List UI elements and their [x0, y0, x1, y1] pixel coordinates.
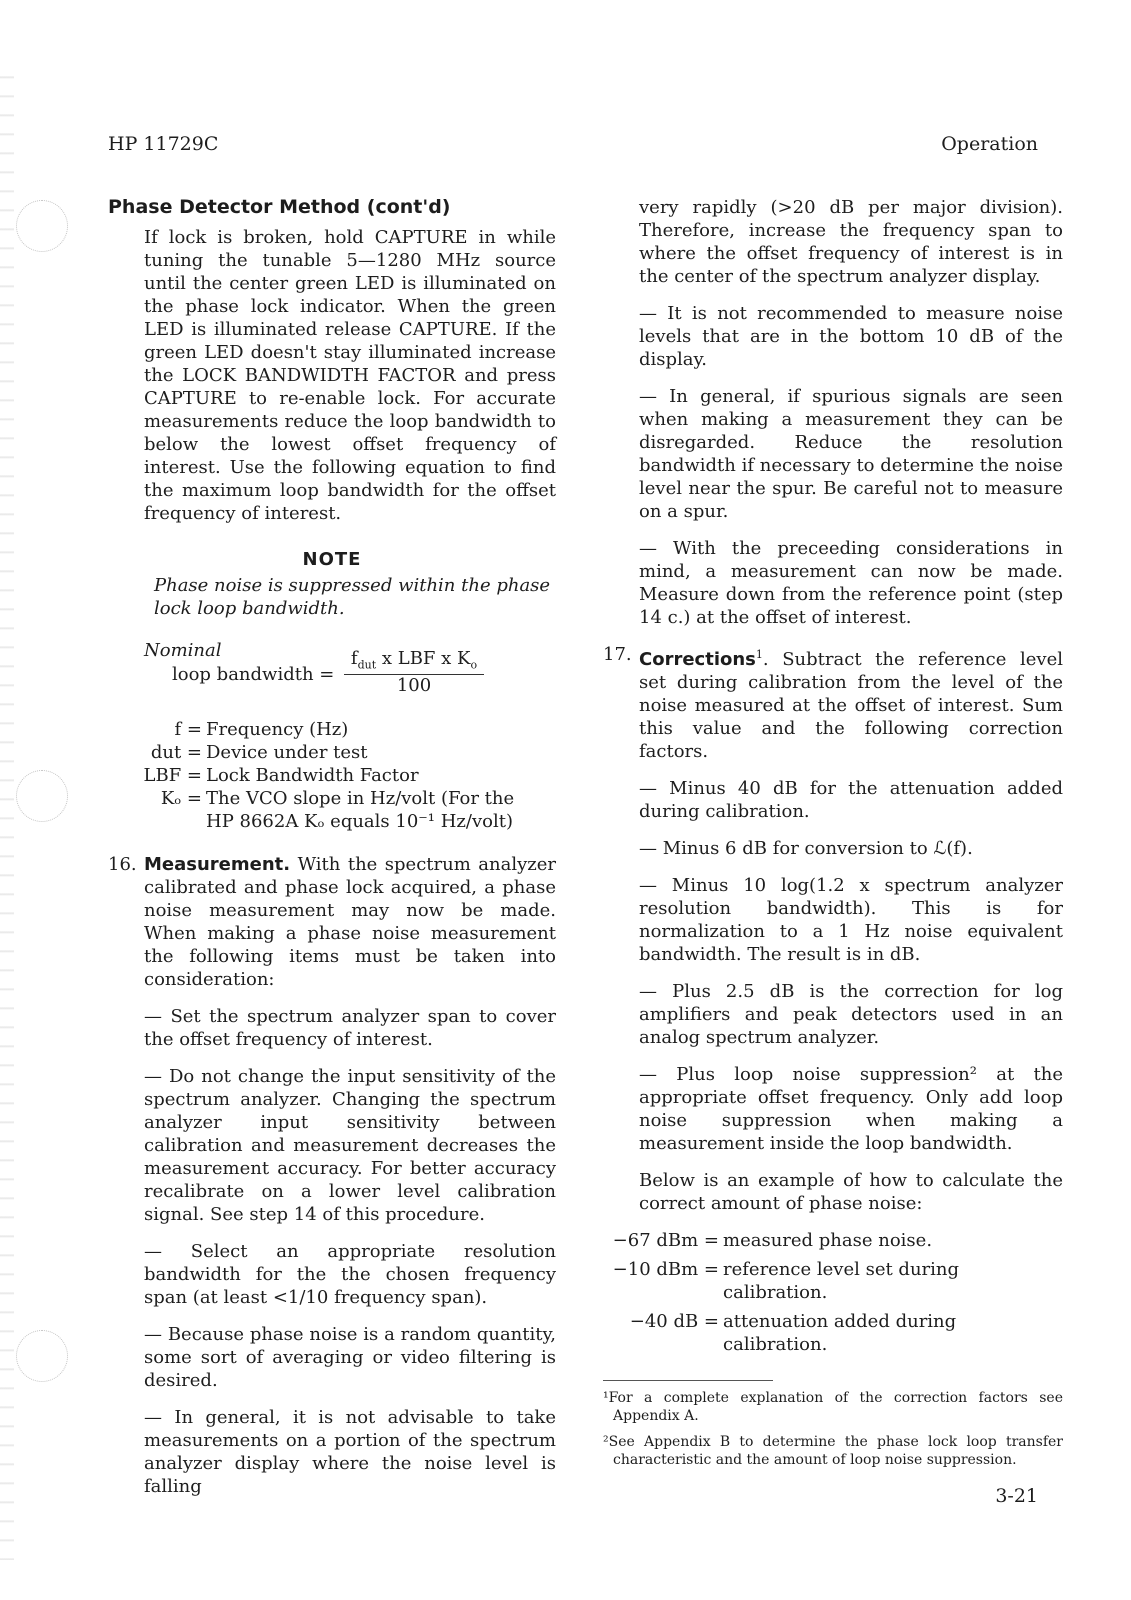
definition-row: f = Frequency (Hz) [174, 719, 349, 740]
footnote-ref: 1 [755, 648, 763, 661]
right-column [603, 196, 1063, 1477]
consideration-item: — In general, if spurious signals are seen when making a measurement they can be disregarded. Reduce the resolution bandwidth if necessary to determine the noise level near the spur. Be careful not to measure on a spur. [639, 386, 1063, 522]
header-section: Operation [941, 133, 1038, 155]
consideration-item: — It is not recommended to measure noise levels that are in the bottom 10 dB of the display. [639, 303, 1063, 370]
correction-item: — Minus 10 log(1.2 x spectrum analyzer resolution bandwidth). This is for normalization to a 1 Hz noise equivalent bandwidth. The result is in dB. [639, 875, 1063, 965]
intro-paragraph: If lock is broken, hold CAPTURE in while tuning the tunable 5—1280 MHz source until the center green LED is illuminated on the phase lock indicator. When the green LED is illuminated release CAPTURE. If the green LED doesn't stay illuminated increase the LOCK BANDWIDTH FACTOR and press CAPTURE to re-enable lock. For accurate measurements reduce the loop bandwidth to below the lowest offset frequency of interest. Use the following equation to find the maximum loop bandwidth for the offset frequency of interest. [144, 227, 556, 524]
definition-row: dut = Device under test [150, 742, 368, 763]
correction-item: — Minus 40 dB for the attenuation added during calibration. [639, 778, 1063, 822]
punch-hole [16, 1330, 68, 1382]
correction-item: — Minus 6 dB for conversion to ℒ(f). [639, 838, 973, 859]
footnote-rule [603, 1380, 773, 1381]
equation-nominal: Nominal [144, 640, 222, 661]
consideration-item: — Do not change the input sensitivity of the spectrum analyzer. Changing the spectrum analyzer input sensitivity between calibration and measurement decreases the measurement accuracy. For better accuracy recalibrate on a lower level calibration signal. See step 14 of this procedure. [144, 1066, 556, 1225]
left-column [108, 196, 556, 1512]
step-16 [108, 853, 556, 991]
definitions-list [108, 718, 556, 833]
section-title: Phase Detector Method (cont'd) [108, 196, 451, 218]
step-number: 17. [603, 644, 632, 665]
consideration-item: — Because phase noise is a random quantity, some sort of averaging or video filtering is desired. [144, 1324, 556, 1391]
definition-row: HP 8662A Kₒ equals 10⁻¹ Hz/volt) [206, 811, 513, 832]
step-body [144, 853, 556, 991]
footnote: ²See Appendix B to determine the phase lock loop transfer characteristic and the amount of loop noise suppression. [603, 1434, 1063, 1468]
calc-row: −67 dBm = measured phase noise. [612, 1230, 933, 1251]
step-title: Corrections [639, 649, 756, 670]
definition-row: LBF = Lock Bandwidth Factor [143, 765, 419, 786]
step-title: Measurement. [144, 854, 291, 875]
correction-item: — Plus 2.5 dB is the correction for log amplifiers and peak detectors used in an analog spectrum analyzer. [639, 981, 1063, 1048]
equation-numerator: $f_{dut}$ x LBF x $K_o$ [344, 648, 484, 675]
equation-fraction [344, 648, 484, 696]
correction-item: — Plus loop noise suppression² at the appropriate offset frequency. Only add loop noise suppression when making a measurement inside the loop bandwidth. [639, 1064, 1063, 1154]
footnote: ¹For a complete explanation of the correction factors see Appendix A. [603, 1390, 1063, 1424]
punch-hole [16, 200, 68, 252]
bandwidth-equation [144, 640, 556, 710]
example-intro: Below is an example of how to calculate the correct amount of phase noise: [639, 1170, 1063, 1214]
step-body [639, 643, 1063, 763]
step-number: 16. [108, 854, 137, 875]
note-text: Phase noise is suppressed within the phase lock loop bandwidth. [154, 575, 551, 619]
consideration-item: — Set the spectrum analyzer span to cover the offset frequency of interest. [144, 1006, 556, 1050]
page-number: 3-21 [995, 1485, 1038, 1507]
definition-row: Kₒ = The VCO slope in Hz/volt (For the [160, 788, 515, 809]
note-title: NOTE [302, 549, 362, 570]
punch-hole [16, 770, 68, 822]
example-calculation [603, 1229, 1063, 1356]
consideration-item: — Select an appropriate resolution bandwidth for the the chosen frequency span (at least <1/10 frequency span). [144, 1241, 556, 1308]
consideration-item: — In general, it is not advisable to take measurements on a portion of the spectrum analyzer display where the noise level is falling [144, 1407, 556, 1497]
consideration-item: very rapidly (>20 dB per major division). Therefore, increase the frequency span to where the offset frequency of interest is in the center of the spectrum analyzer display. [639, 197, 1063, 287]
equation-denominator: 100 [396, 674, 432, 696]
equation-lhs: loop bandwidth = [172, 664, 335, 685]
calc-row: −40 dB = attenuation added during calibration. [629, 1311, 957, 1355]
step-17 [603, 643, 1063, 763]
step-text: . Subtract the reference level set during calibration from the level of the noise measured at the offset of interest. Sum this value and the following correction factors. [639, 649, 1063, 762]
step-text: With the spectrum analyzer calibrated and phase lock acquired, a phase noise measurement may now be made. When making a phase noise measurement the following items must be taken into consideration: [144, 854, 556, 990]
header-model: HP 11729C [108, 133, 219, 155]
binder-edge [0, 60, 14, 1560]
consideration-item: — With the preceeding considerations in mind, a measurement can now be made. Measure down from the reference point (step 14 c.) at the offset of interest. [639, 538, 1063, 628]
calc-row: −10 dBm = reference level set during calibration. [612, 1259, 960, 1303]
